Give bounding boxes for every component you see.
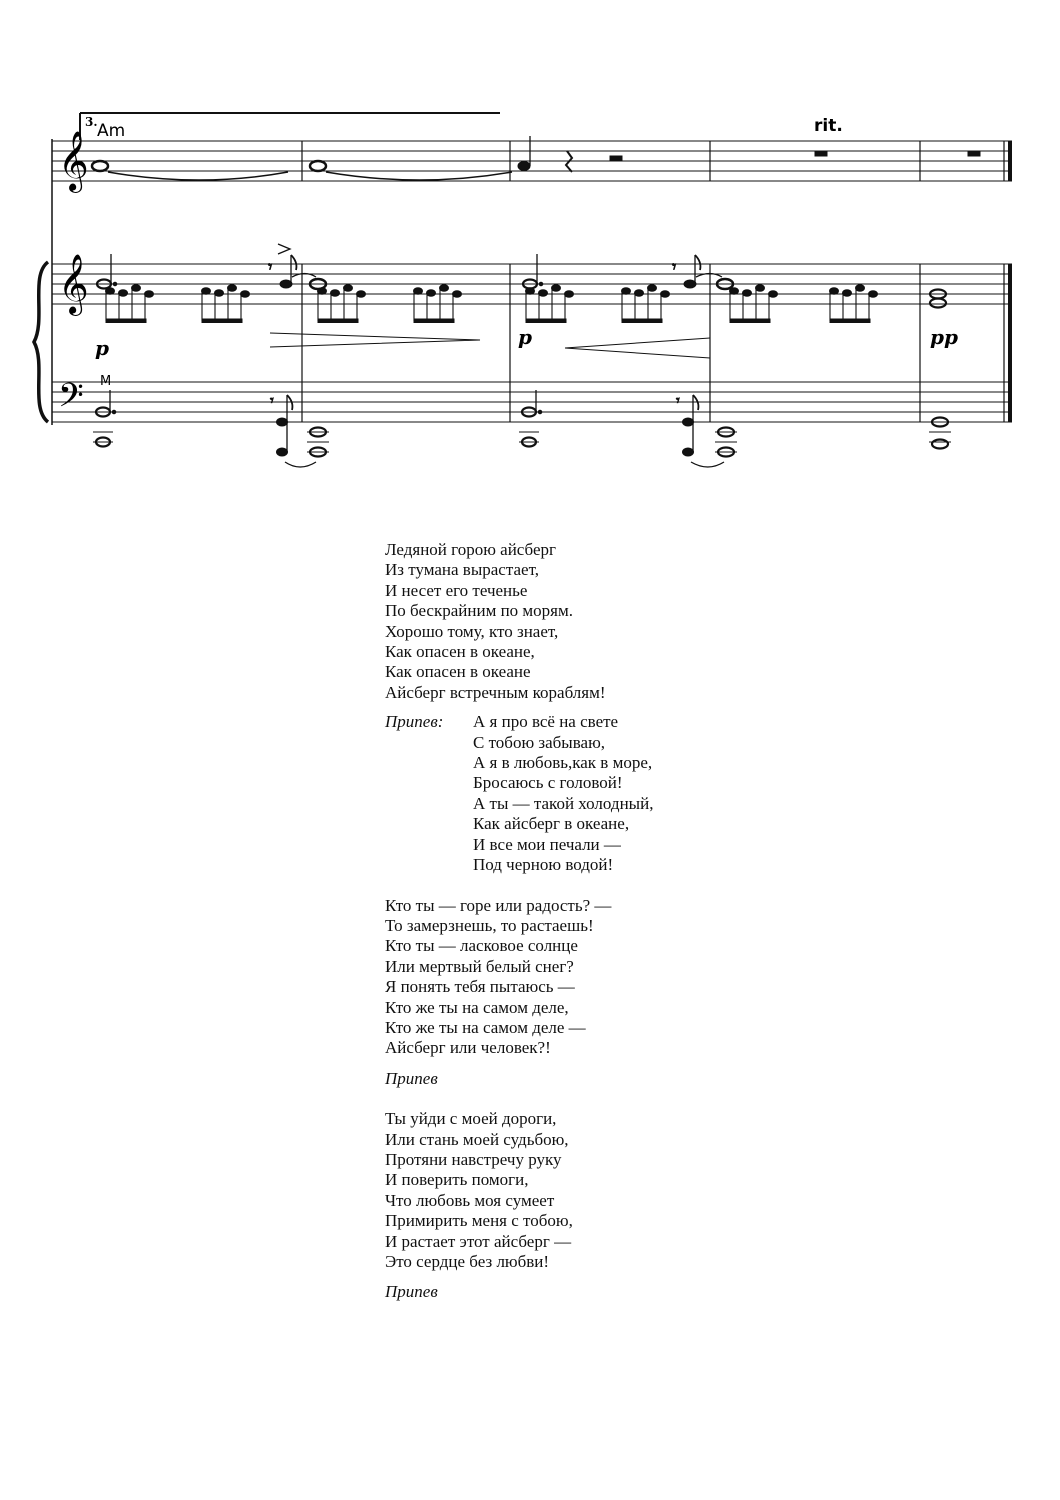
eighth-note: [743, 290, 752, 297]
eighth-note: [830, 288, 839, 295]
eighth-note: [730, 288, 739, 295]
lyric-line: Или стань моей судьбою,: [385, 1129, 569, 1149]
eighth-note: [106, 288, 115, 295]
voice-staff: [52, 141, 1012, 181]
chorus-line: Бросаюсь с головой!: [473, 773, 623, 793]
lyric-line: Кто же ты на самом деле,: [385, 997, 569, 1017]
lyric-line: Ледяной горою айсберг: [385, 540, 556, 559]
eighth-note: [331, 290, 340, 297]
lyric-line: Я понять тебя пытаюсь —: [385, 977, 575, 997]
eighth-note: [622, 288, 631, 295]
beam: [526, 319, 566, 323]
volta-label: 3.: [85, 115, 98, 129]
beam: [622, 319, 662, 323]
eighth-note: [344, 285, 353, 292]
eighth-note: [843, 290, 852, 297]
volta-bracket: [80, 113, 500, 140]
decrescendo-hairpins: [270, 333, 710, 358]
accent-mark: [278, 244, 290, 254]
lyric-line: Ты уйди с моей дороги,: [385, 1109, 557, 1129]
tie: [108, 172, 288, 180]
svg-text:𝄾: 𝄾: [268, 257, 273, 276]
eighth-note: [648, 285, 657, 292]
chorus-line: Как айсберг в океане,: [473, 814, 630, 834]
chorus-label: Припев:: [385, 712, 444, 732]
refrain-marker: Припев: [385, 1068, 438, 1088]
beam: [414, 319, 454, 323]
lyric-line: И растает этот айсберг —: [385, 1231, 572, 1251]
chorus-line: Под черною водой!: [473, 855, 614, 875]
beam: [106, 319, 146, 323]
refrain-marker: Припев: [385, 1282, 438, 1302]
piano-treble-staff: [52, 264, 1012, 304]
lyric-line: И несет его теченье: [385, 580, 528, 600]
lyric-line: То замерзнешь, то растаешь!: [385, 915, 594, 935]
whole-rest: [815, 151, 827, 156]
eighth-note: [119, 290, 128, 297]
eighth-note: [769, 291, 778, 298]
chorus-line: С тобою забываю,: [473, 732, 606, 752]
piano-brace: [34, 262, 48, 422]
eighth-note: [453, 291, 462, 298]
tie: [326, 172, 512, 180]
svg-text:𝄾: 𝄾: [672, 257, 677, 276]
treble-clef-icon: 𝄞: [58, 131, 89, 191]
eighth-note: [440, 285, 449, 292]
lyric-line: Кто ты — горе или радость? —: [385, 895, 612, 915]
verse-2: [385, 896, 653, 1059]
half-rest: [610, 156, 622, 161]
lyric-line: Примирить меня с тобою,: [385, 1211, 573, 1231]
lyrics-block: [385, 540, 653, 1303]
eighth-note: [661, 291, 670, 298]
eighth-note: [318, 288, 327, 295]
verse-1: [385, 540, 653, 703]
bass-clef-icon: 𝄢: [58, 377, 84, 423]
articulation-mark: M: [100, 374, 112, 389]
whole-note: [92, 161, 108, 171]
eighth-note: [202, 288, 211, 295]
eighth-note: [635, 290, 644, 297]
lyric-line: Или мертвый белый снег?: [385, 956, 574, 976]
barlines: [302, 141, 1004, 422]
eighth-note: [539, 290, 548, 297]
verse-3: [385, 1109, 653, 1272]
eighth-note: [414, 288, 423, 295]
lyric-line: Айсберг встречным кораблям!: [385, 682, 606, 702]
eighth-note: [145, 291, 154, 298]
eighth-note: [132, 285, 141, 292]
lyric-line: Из тумана вырастает,: [385, 560, 539, 580]
eighth-note: [856, 285, 865, 292]
chord-symbol: Am: [97, 121, 126, 141]
eighth-note: [228, 285, 237, 292]
final-barline: [1008, 141, 1012, 422]
lyric-line: Как опасен в океане,: [385, 642, 535, 662]
beam: [730, 319, 770, 323]
beam: [202, 319, 242, 323]
music-score: [0, 0, 1060, 480]
dynamic-marking: pp: [930, 325, 958, 349]
eighth-note: [565, 291, 574, 298]
eighth-note: [552, 285, 561, 292]
treble-clef-icon: 𝄞: [58, 254, 89, 314]
lyric-line: Что любовь моя сумеет: [385, 1190, 555, 1210]
svg-text:𝄾: 𝄾: [676, 393, 680, 409]
whole-rest: [968, 151, 980, 156]
chorus-line: А я в любовь,как в море,: [473, 753, 653, 773]
eighth-note: [869, 291, 878, 298]
lyric-line: Это сердце без любви!: [385, 1252, 550, 1271]
lyric-line: По бескрайним по морям.: [385, 601, 574, 621]
quarter-note: [518, 162, 530, 171]
lyric-line: Как опасен в океане: [385, 662, 531, 682]
chorus-line: А ты — такой холодный,: [473, 793, 654, 813]
svg-text:𝄾: 𝄾: [270, 393, 274, 409]
piano-treble-notes: [97, 244, 946, 308]
lyric-line: Кто же ты на самом деле —: [385, 1017, 586, 1037]
lyric-line: Протяни навстречу руку: [385, 1149, 562, 1169]
eighth-note: [427, 290, 436, 297]
voice-notes: [92, 136, 980, 180]
chorus: [385, 712, 653, 875]
dynamic-marking: p: [518, 325, 532, 349]
lyric-line: Кто ты — ласковое солнце: [385, 936, 578, 956]
chorus-line: И все мои печали —: [473, 834, 621, 854]
chorus-line: А я про всё на свете: [473, 712, 619, 732]
lyric-line: Айсберг или человек?!: [385, 1038, 551, 1058]
lyric-line: Хорошо тому, кто знает,: [385, 621, 559, 641]
eighth-note: [526, 288, 535, 295]
beam: [830, 319, 870, 323]
whole-note: [310, 161, 326, 171]
eighth-note: [756, 285, 765, 292]
eighth-note: [357, 291, 366, 298]
beam: [318, 319, 358, 323]
dynamic-marking: p: [95, 336, 109, 360]
tempo-marking: rit.: [814, 116, 843, 136]
eighth-note: [215, 290, 224, 297]
eighth-note: [241, 291, 250, 298]
lyric-line: И поверить помоги,: [385, 1170, 529, 1190]
